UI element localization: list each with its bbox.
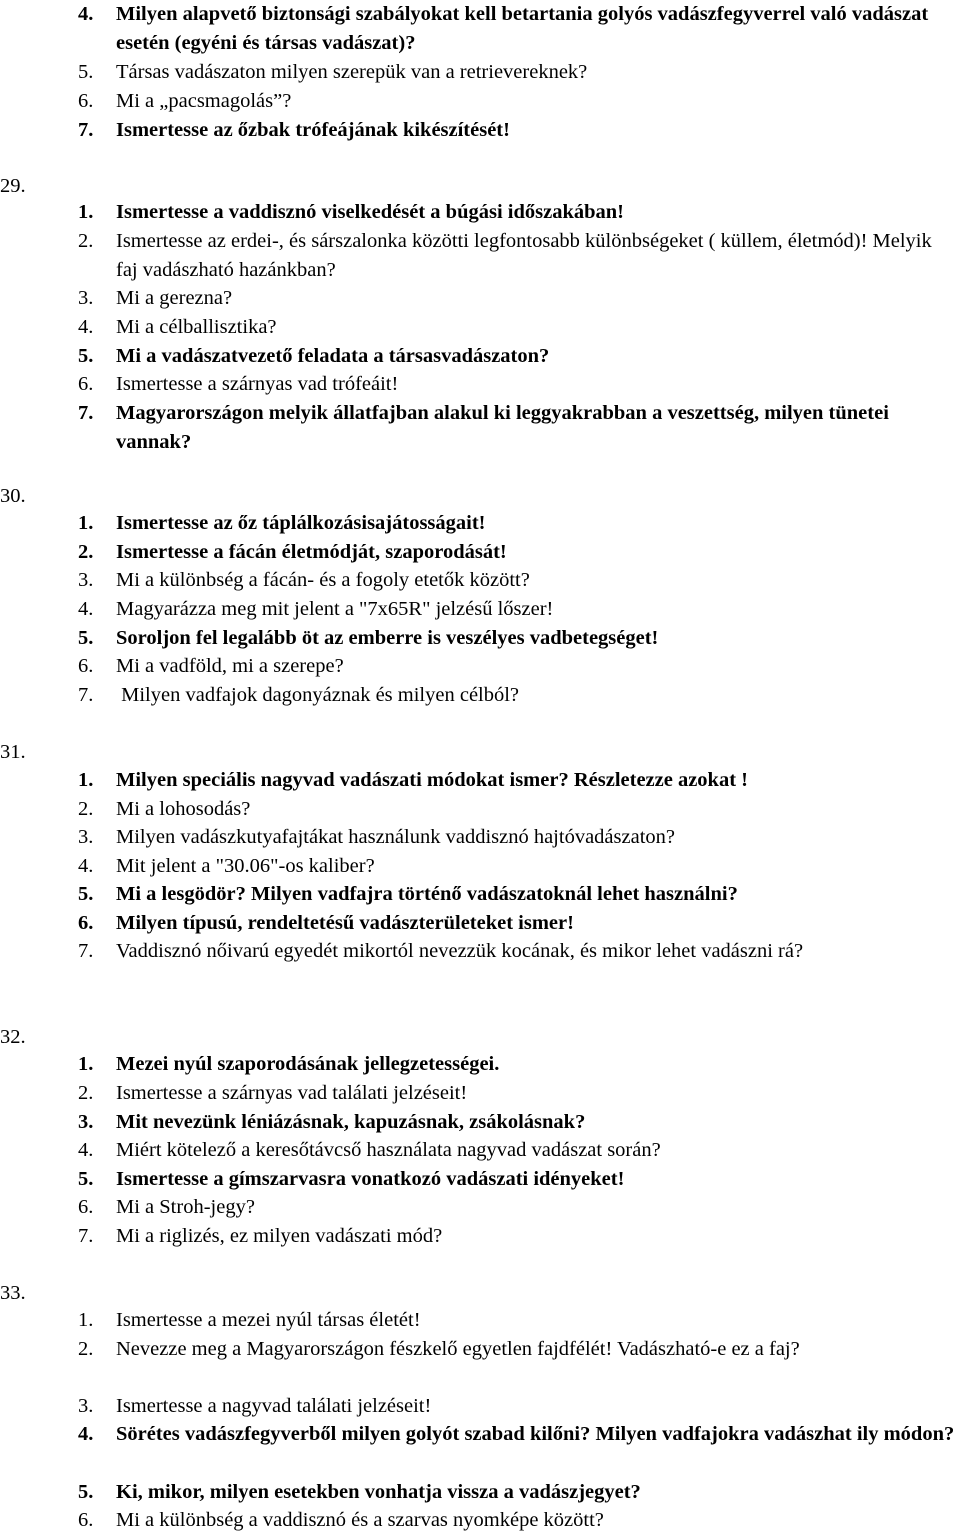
- question-number: 7.: [78, 1225, 94, 1247]
- question-text: Mi a gerezna?: [116, 287, 233, 309]
- question-33-4: [78, 1420, 956, 1449]
- question-30-2: [78, 538, 956, 567]
- question-number: 5.: [78, 1481, 94, 1503]
- question-text: Mi a vadászatvezető feladata a társasvadászaton?: [116, 345, 550, 367]
- question-number: 3.: [78, 287, 94, 309]
- question-28-4: [78, 0, 956, 58]
- question-text: Ismertesse az erdei-, és sárszalonka közötti legfontosabb különbségeket ( küllem, életmód)! Melyik faj vadászható hazánkban?: [116, 230, 932, 281]
- question-text: Milyen vadfajok dagonyáznak és milyen célból?: [116, 684, 520, 706]
- question-number: 3.: [78, 826, 94, 848]
- question-33-3: [78, 1392, 956, 1421]
- question-text: Mi a Stroh-jegy?: [116, 1196, 255, 1218]
- question-text: Soroljon fel legalább öt az emberre is veszélyes vadbetegséget!: [116, 627, 659, 649]
- question-31-3: [78, 823, 956, 852]
- question-number: 5.: [78, 627, 94, 649]
- question-number: 7.: [78, 940, 94, 962]
- question-text: Ismertesse a szárnyas vad találati jelzéseit!: [116, 1082, 468, 1104]
- question-30-7: [78, 681, 956, 710]
- question-text: Milyen alapvető biztonsági szabályokat kell betartania golyós vadászfegyverrel való vadászat esetén (egyéni és társas vadászat)?: [116, 3, 929, 54]
- question-text: Mi a „pacsmagolás”?: [116, 90, 292, 112]
- question-31-5: [78, 880, 956, 909]
- question-number: 3.: [78, 1111, 94, 1133]
- question-number: 1.: [78, 512, 94, 534]
- question-30-3: [78, 566, 956, 595]
- question-29-2: [78, 227, 956, 285]
- question-32-4: [78, 1136, 956, 1165]
- question-text: Milyen vadászkutyafajtákat használunk vaddisznó hajtóvadászaton?: [116, 826, 675, 848]
- question-text: Mit nevezünk léniázásnak, kapuzásnak, zsákolásnak?: [116, 1111, 586, 1133]
- question-text: Ismertesse az őzbak trófeájának kikészítését!: [116, 119, 510, 141]
- question-number: 1.: [78, 201, 94, 223]
- question-number: 6.: [78, 912, 94, 934]
- question-28-7: [78, 116, 956, 145]
- question-number: 2.: [78, 541, 94, 563]
- question-text: Magyarországon melyik állatfajban alakul ki leggyakrabban a veszettség, milyen tünetei vannak?: [116, 402, 889, 453]
- question-31-6: [78, 909, 956, 938]
- question-29-7: [78, 399, 956, 457]
- question-number: 5.: [78, 61, 94, 83]
- section-label-30: 30.: [0, 485, 26, 507]
- question-text-part-b: Milyen vadfajra történő vadászatoknál lehet használni?: [245, 883, 738, 905]
- question-text: Milyen speciális nagyvad vadászati módokat ismer? Részletezze azokat !: [116, 769, 748, 791]
- section-label-33: 33.: [0, 1282, 26, 1304]
- question-32-7: [78, 1222, 956, 1251]
- question-33-2: [78, 1335, 956, 1364]
- question-text: [116, 880, 956, 909]
- question-32-3: [78, 1108, 956, 1137]
- question-32-6: [78, 1193, 956, 1222]
- question-text: Ismertesse a szárnyas vad trófeáit!: [116, 373, 399, 395]
- question-number: 4.: [78, 1139, 94, 1161]
- section-label-32: 32.: [0, 1026, 26, 1048]
- question-number: 3.: [78, 569, 94, 591]
- question-text: Vaddisznó nőivarú egyedét mikortól nevezzük kocának, és mikor lehet vadászni rá?: [116, 940, 804, 962]
- question-number: 6.: [78, 90, 94, 112]
- question-number: 2.: [78, 1338, 94, 1360]
- question-29-6: [78, 370, 956, 399]
- question-text: Ismertesse a nagyvad találati jelzéseit!: [116, 1395, 432, 1417]
- question-text: Mit jelent a "30.06"-os kaliber?: [116, 855, 375, 877]
- question-text: Ismertesse a fácán életmódját, szaporodását!: [116, 541, 507, 563]
- question-text: Magyarázza meg mit jelent a "7x65R" jelzésű lőszer!: [116, 598, 554, 620]
- question-text: Mi a lohosodás?: [116, 798, 251, 820]
- question-32-2: [78, 1079, 956, 1108]
- question-32-1: [78, 1050, 956, 1079]
- question-33-6: [78, 1506, 956, 1535]
- question-number: 6.: [78, 1509, 94, 1531]
- question-text: Társas vadászaton milyen szerepük van a retrievereknek?: [116, 61, 588, 83]
- question-28-5: [78, 58, 956, 87]
- question-text: Ismertesse a gímszarvasra vonatkozó vadászati idényeket!: [116, 1168, 625, 1190]
- question-30-6: [78, 652, 956, 681]
- question-text: Milyen típusú, rendeltetésű vadászterületeket ismer!: [116, 912, 574, 934]
- question-text: Mi a különbség a fácán- és a fogoly etetők között?: [116, 569, 530, 591]
- question-31-2: [78, 795, 956, 824]
- question-number: 2.: [78, 230, 94, 252]
- question-text-part-a: Mi a lesgödör?: [116, 883, 246, 905]
- question-29-1: [78, 198, 956, 227]
- question-29-5: [78, 342, 956, 371]
- question-29-4: [78, 313, 956, 342]
- question-number: 6.: [78, 655, 94, 677]
- question-number: 2.: [78, 798, 94, 820]
- question-text: Ki, mikor, milyen esetekben vonhatja vissza a vadászjegyet?: [116, 1481, 641, 1503]
- question-number: 1.: [78, 1053, 94, 1075]
- question-number: 6.: [78, 373, 94, 395]
- question-31-4: [78, 852, 956, 881]
- question-number: 4.: [78, 316, 94, 338]
- question-text: Nevezze meg a Magyarországon fészkelő egyetlen fajdfélét! Vadászható-e ez a faj?: [116, 1338, 800, 1360]
- question-33-1: [78, 1306, 956, 1335]
- question-text: Mi a riglizés, ez milyen vadászati mód?: [116, 1225, 443, 1247]
- question-number: 5.: [78, 345, 94, 367]
- section-label-31: 31.: [0, 741, 26, 763]
- question-text: Ismertesse a mezei nyúl társas életét!: [116, 1309, 421, 1331]
- question-number: 7.: [78, 684, 94, 706]
- question-text: Mezei nyúl szaporodásának jellegzetességei.: [116, 1053, 500, 1075]
- question-31-7: [78, 937, 956, 966]
- question-29-3: [78, 284, 956, 313]
- question-30-1: [78, 509, 956, 538]
- question-31-1: [78, 766, 956, 795]
- section-label-29: 29.: [0, 175, 26, 197]
- question-30-5: [78, 624, 956, 653]
- question-number: 1.: [78, 1309, 94, 1331]
- question-number: 4.: [78, 598, 94, 620]
- question-33-5: [78, 1478, 956, 1507]
- question-number: 5.: [78, 883, 94, 905]
- question-number: 1.: [78, 769, 94, 791]
- question-text: Miért kötelező a keresőtávcső használata nagyvad vadászat során?: [116, 1139, 661, 1161]
- question-number: 4.: [78, 1423, 94, 1445]
- question-text: Mi a célballisztika?: [116, 316, 277, 338]
- question-text: Ismertesse az őz táplálkozásisajátosságait!: [116, 512, 486, 534]
- question-number: 5.: [78, 1168, 94, 1190]
- question-30-4: [78, 595, 956, 624]
- question-number: 7.: [78, 119, 94, 141]
- question-number: 7.: [78, 402, 94, 424]
- question-number: 4.: [78, 855, 94, 877]
- question-text: Mi a különbség a vaddisznó és a szarvas nyomképe között?: [116, 1509, 604, 1531]
- question-number: 6.: [78, 1196, 94, 1218]
- question-text: Ismertesse a vaddisznó viselkedését a búgási időszakában!: [116, 201, 624, 223]
- question-number: 3.: [78, 1395, 94, 1417]
- question-text: Mi a vadföld, mi a szerepe?: [116, 655, 344, 677]
- question-number: 4.: [78, 3, 94, 25]
- question-text: Sörétes vadászfegyverből milyen golyót szabad kilőni? Milyen vadfajokra vadászhat ily módon?: [116, 1423, 955, 1445]
- question-32-5: [78, 1165, 956, 1194]
- question-28-6: [78, 87, 956, 116]
- question-number: 2.: [78, 1082, 94, 1104]
